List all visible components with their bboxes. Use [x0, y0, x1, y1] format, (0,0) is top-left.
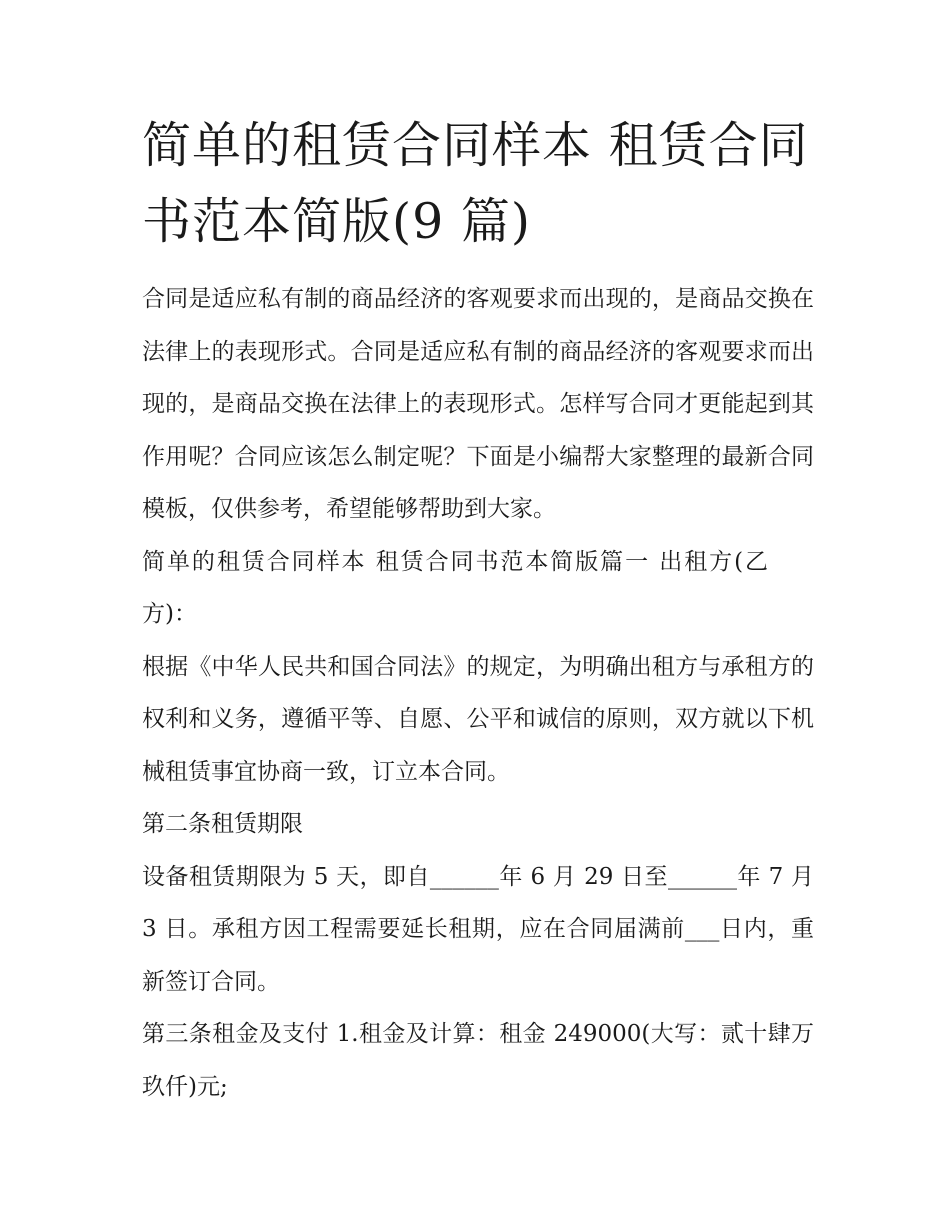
article-3-rent-paragraph: 第三条租金及支付 1.租金及计算：租金 249000(大写：贰十肆万玖仟)元; [142, 1021, 814, 1100]
document-title-line1: 简单的租赁合同样本 租赁合同 [142, 117, 809, 174]
article-2-heading: 第二条租赁期限 [142, 811, 303, 837]
lease-term-paragraph: 设备租赁期限为 5 天，即自______年 6 月 29 日至______年 7 月 3 日。承租方因工程需要延长租期，应在合同届满前___日内，重新签订合同。 [142, 863, 814, 995]
intro-paragraph: 合同是适应私有制的商品经济的客观要求而出现的，是商品交换在法律上的表现形式。合同是适应私有制的商品经济的客观要求而出现的，是商品交换在法律上的表现形式。怎样写合同才更能起到其作用呢？合同应该怎么制定呢？下面是小编帮大家整理的最新合同模板，仅供参考，希望能够帮助到大家。 [142, 286, 814, 522]
document-title [142, 108, 814, 260]
document-page [142, 108, 814, 1113]
document-title-line2: 书范本简版(9 篇) [142, 193, 531, 250]
section-heading-lessor: 简单的租赁合同样本 租赁合同书范本简版篇一 出租方(乙方)： [142, 548, 768, 627]
legal-basis-paragraph: 根据《中华人民共和国合同法》的规定，为明确出租方与承租方的权利和义务，遵循平等、自愿、公平和诚信的原则，双方就以下机械租赁事宜协商一致，订立本合同。 [142, 653, 814, 785]
